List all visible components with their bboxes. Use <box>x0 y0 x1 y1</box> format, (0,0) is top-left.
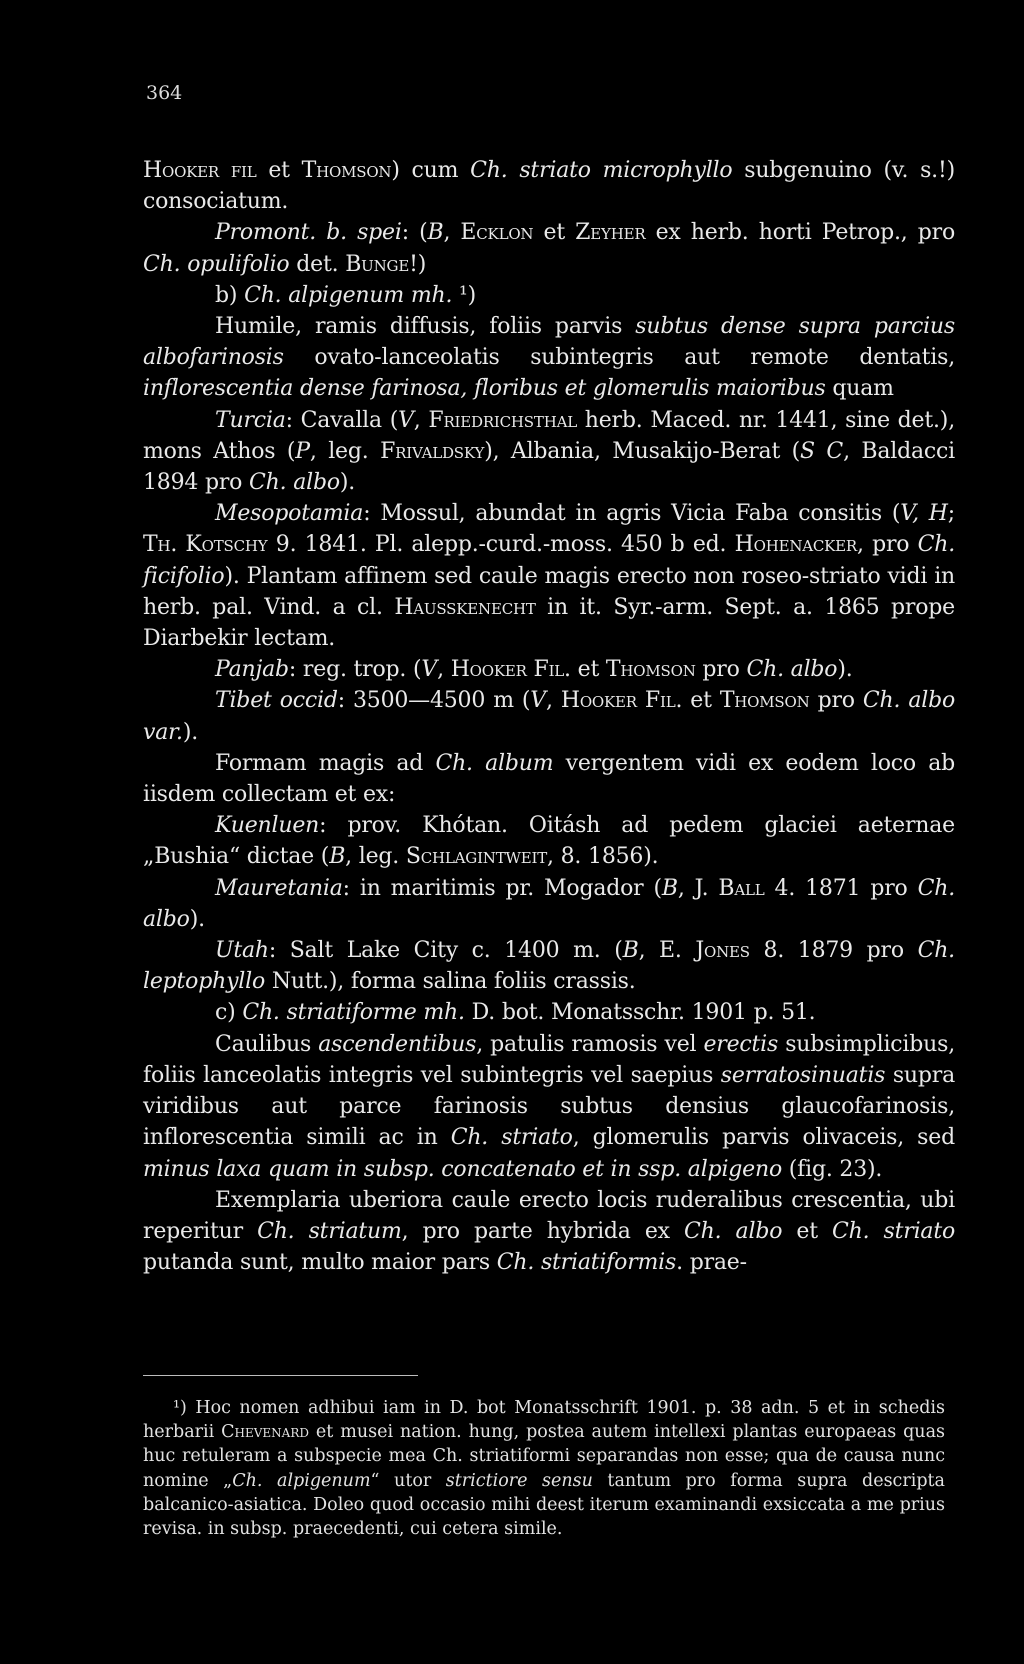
footnote-text <box>143 1396 945 1541</box>
locality-entry <box>143 685 955 747</box>
text-run: , glomerulis parvis olivaceis, sed <box>572 1125 955 1151</box>
locality-entry <box>143 217 955 279</box>
collector-name: Hooker Fil. <box>560 688 683 714</box>
text-run: : 3500—4500 m ( <box>337 688 531 714</box>
herbarium-code: B <box>427 220 444 246</box>
taxon-name: Ch. striato microphyllo <box>470 158 733 183</box>
emphasis: inflorescentia dense farinosa, floribus et glomerulis maioribus <box>143 376 826 402</box>
paragraph-continued <box>143 155 955 217</box>
text-run: herb. Maced. nr. 1441, sine det.), mons Athos ( <box>143 407 955 464</box>
author-name: Hooker fil <box>143 158 257 183</box>
herbarium-code: V <box>530 688 546 714</box>
text-run: ) cum <box>391 158 471 183</box>
text-run: ). <box>189 906 205 932</box>
text-run: Humile, ramis diffusis, foliis parvis <box>215 314 636 340</box>
text-run: , E. <box>638 938 696 964</box>
herbarium-code: V <box>398 407 414 433</box>
collector-name: Ecklon <box>460 220 534 246</box>
text-run: ), Albania, Musakijo-Berat ( <box>484 438 801 464</box>
taxon-name: Ch. albo <box>143 875 955 932</box>
locality-entry <box>143 498 955 654</box>
region-name: Mesopotamia <box>215 501 364 527</box>
text-run: : Salt Lake City c. 1400 m. ( <box>268 938 623 964</box>
region-name: Tibet occid <box>215 688 338 714</box>
taxon-name: Ch. striatum <box>257 1218 402 1244</box>
footnote-ref: ¹) <box>452 282 477 308</box>
main-text <box>143 155 955 1278</box>
footnote-rule <box>143 1375 418 1376</box>
locality-entry <box>143 935 955 997</box>
page-number: 364 <box>146 82 183 104</box>
taxon-name: Ch. striatiformis <box>496 1250 677 1276</box>
text-run: (fig. 23). <box>782 1156 883 1182</box>
text-run: : ( <box>401 220 428 246</box>
text-run: subsimplicibus, foliis lanceolatis integris vel subintegris vel saepius <box>143 1031 955 1088</box>
taxon-name: Ch. striato <box>831 1218 956 1244</box>
collector-name: Chevenard <box>221 1422 309 1443</box>
collector-name: Jones <box>695 938 750 964</box>
region-name: Panjab <box>215 657 289 683</box>
text-run: , patulis ramosis vel <box>476 1031 704 1057</box>
text-run: Formam magis ad <box>215 750 436 776</box>
region-name: Utah <box>215 938 269 964</box>
text-run: ; <box>947 501 955 527</box>
text-run: ). <box>182 719 199 745</box>
herbarium-code: B <box>329 844 346 870</box>
taxon-name: Ch. striato <box>450 1125 573 1151</box>
text-run: in it. Syr.-arm. Sept. a. 1865 prope Diarbekir lectam. <box>143 594 955 652</box>
author-name: Thomson <box>301 158 392 183</box>
text-run: : Cavalla ( <box>285 407 399 433</box>
herbarium-code: B <box>661 875 678 901</box>
text-run: , leg. <box>345 844 406 870</box>
emphasis: strictiore sensu <box>445 1470 593 1491</box>
text-run: et <box>256 158 302 183</box>
remark-paragraph <box>143 1185 955 1279</box>
emphasis: minus laxa quam in subsp. concatenato et in ssp. alpigeno <box>143 1156 782 1182</box>
text-run: et <box>682 688 720 714</box>
text-run: ). <box>339 470 356 496</box>
locality-entry <box>143 405 955 499</box>
description-paragraph <box>143 311 955 405</box>
taxon-name: Ch. ficifolio <box>143 532 956 589</box>
taxon-name: Ch. albo <box>249 470 340 496</box>
region-name: Kuenluen <box>215 813 320 839</box>
collector-name: Frivaldsky <box>380 438 485 464</box>
text-run: . prae- <box>676 1250 747 1276</box>
herbarium-code: V <box>421 657 438 683</box>
text-run: : Mossul, abundat in agris Vicia Faba consitis ( <box>363 501 901 527</box>
collector-name: Ball <box>718 875 765 901</box>
taxon-name: Ch. opulifolio <box>143 251 290 277</box>
herbarium-code: P <box>295 438 310 464</box>
region-name: Turcia <box>215 407 286 433</box>
text-run: : prov. Khótan. Oitásh ad pedem glaciei aeternae „Bushia“ dictae ( <box>143 813 955 870</box>
text-run: , 8. 1856). <box>547 844 659 870</box>
text-run: , pro <box>857 532 918 558</box>
taxon-name: Ch. alpigenum <box>232 1470 371 1491</box>
text-run: pro <box>809 688 863 714</box>
emphasis: erectis <box>703 1031 779 1057</box>
text-run: “ utor <box>370 1470 446 1491</box>
text-run: , J. <box>677 875 719 901</box>
text-run: ovato-lanceolatis subintegris aut remote dentatis, <box>283 345 955 371</box>
collector-name: Hooker Fil. <box>450 657 571 683</box>
text-run: vergentem vidi ex eodem loco ab iisdem collectam et ex: <box>143 750 955 808</box>
locality-entry <box>143 810 955 872</box>
collector-name: Zeyher <box>575 220 646 246</box>
text-run: c) <box>215 1000 243 1026</box>
text-run: 4. 1871 pro <box>764 875 918 901</box>
text-run: subgenuino (v. s.!) consociatum. <box>143 158 955 215</box>
remark-paragraph <box>143 748 955 810</box>
footnote <box>143 1396 945 1541</box>
emphasis: serratosinuatis <box>720 1062 886 1088</box>
collector-name: Schlagintweit <box>405 844 548 870</box>
text-run: , leg. <box>309 438 381 464</box>
description-paragraph <box>143 1029 955 1185</box>
text-run: det. <box>289 251 346 277</box>
text-run: D. bot. Monatsschr. 1901 p. 51. <box>464 1000 816 1026</box>
text-run: ). <box>837 657 853 683</box>
locality-entry <box>143 873 955 935</box>
emphasis: subtus dense supra parcius albofarinosis <box>143 314 955 371</box>
herbarium-code: S C <box>800 438 844 464</box>
collector-name: Hausskenecht <box>394 594 536 620</box>
text-run: Caulibus <box>215 1031 319 1057</box>
text-run: Exemplaria uberiora caule erecto locis ruderalibus crescentia, ubi reperitur <box>143 1187 955 1244</box>
taxon-name: Ch. alpigenum mh. <box>244 282 453 308</box>
text-run: tantum pro forma supra descripta balcanico-asiatica. Doleo quod occasio mihi deest iterum examinandi exsiccata a me prius revisa. in subsp. praecedenti, cui cetera simile. <box>143 1470 945 1540</box>
collector-name: Th. Kotschy <box>143 532 268 558</box>
taxon-name: Ch. album <box>435 750 554 776</box>
text-run: : in maritimis pr. Mogador ( <box>342 875 662 901</box>
locality-entry <box>143 654 955 685</box>
text-run: supra viridibus aut parce farinosis subtus densius glaucofarinosis, inflorescentia simili ac in <box>143 1062 956 1151</box>
emphasis: ascendentibus <box>318 1031 477 1057</box>
taxon-name: Ch. leptophyllo <box>143 938 955 995</box>
herbarium-code: V, H <box>900 501 948 527</box>
text-run: ). Plantam affinem sed caule magis erecto non roseo-striato vidi in herb. pal. Vind. a cl. <box>143 563 955 620</box>
text-run: , <box>443 220 461 246</box>
text-run: , <box>413 407 429 433</box>
text-run: ¹) Hoc nomen adhibui iam in D. bot Monatsschrift 1901. p. 38 adn. 5 et in schedis herbarii <box>143 1398 945 1443</box>
text-run: 9. 1841. Pl. alepp.-curd.-moss. 450 b ed. <box>267 532 735 558</box>
text-run: ex herb. horti Petrop., pro <box>645 220 956 246</box>
text-run: pro <box>695 657 747 683</box>
taxon-name: Ch. albo <box>684 1218 783 1244</box>
text-run: et <box>782 1218 832 1244</box>
collector-name: Thomson <box>719 688 810 714</box>
text-run: , <box>437 657 451 683</box>
text-run: quam <box>825 376 894 402</box>
text-run: , pro parte hybrida ex <box>401 1218 685 1244</box>
text-run: et <box>533 220 576 246</box>
text-run: b) <box>215 282 245 308</box>
text-run: putanda sunt, multo maior pars <box>143 1250 497 1276</box>
subspecies-heading <box>143 280 955 311</box>
text-run: 8. 1879 pro <box>749 938 918 964</box>
region-name: Promont. b. spei <box>215 220 402 246</box>
collector-name: Friedrichsthal <box>428 407 577 433</box>
collector-name: Bunge <box>345 251 410 277</box>
text-run: et <box>570 657 606 683</box>
taxon-name: Ch. striatiforme mh. <box>242 1000 465 1026</box>
text-run: , Baldacci 1894 pro <box>143 438 956 496</box>
herbarium-code: B <box>622 938 639 964</box>
text-run: Nutt.), forma salina foliis crassis. <box>265 969 636 995</box>
text-run: , <box>546 688 561 714</box>
collector-name: Hohenacker <box>734 532 858 558</box>
text-run: : reg. trop. ( <box>288 657 422 683</box>
subspecies-heading <box>143 997 955 1028</box>
taxon-name: Ch. albo <box>746 657 838 683</box>
collector-name: Thomson <box>605 657 696 683</box>
text-run: et musei nation. hung, postea autem intellexi plantas europaeas quas huc retuleram a subspecie mea Ch. striatiformi separandas non esse; qua de causa nunc nomine „ <box>143 1422 945 1491</box>
region-name: Mauretania <box>215 875 343 901</box>
text-run: !) <box>409 251 427 277</box>
taxon-name: Ch. albo var. <box>143 688 955 745</box>
